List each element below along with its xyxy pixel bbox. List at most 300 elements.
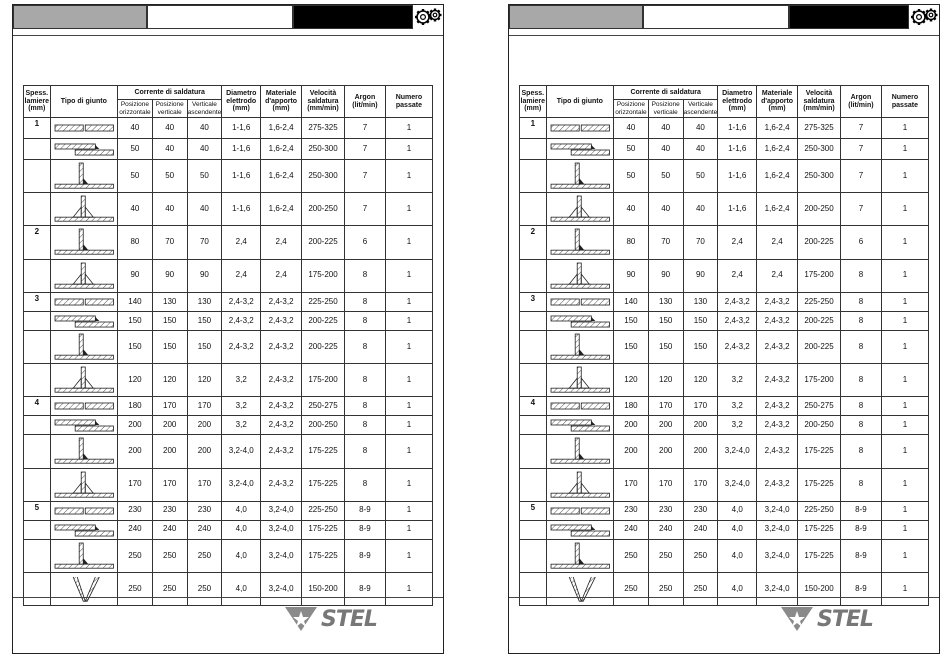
cell-tipo-giunto	[546, 292, 613, 311]
tab-grey[interactable]	[509, 5, 643, 29]
cell-materiale: 2,4-3,2	[757, 435, 798, 468]
cell-materiale: 2,4-3,2	[757, 292, 798, 311]
cell-tipo-giunto	[546, 193, 613, 226]
cell-argon: 8	[344, 330, 385, 363]
header-materiale: Materiale d'apporto (mm)	[757, 86, 798, 118]
welding-table-sheet	[23, 85, 433, 593]
cell-pos-verticale: 40	[648, 193, 683, 226]
tab-white[interactable]	[643, 5, 789, 29]
cell-verticale-ascendente: 250	[683, 539, 718, 572]
cell-numero-passate: 1	[385, 330, 432, 363]
cell-tipo-giunto	[546, 139, 613, 160]
cell-materiale: 2,4-3,2	[261, 468, 302, 501]
cell-diametro: 3,2	[718, 364, 757, 397]
cell-pos-orizzontale: 250	[118, 539, 153, 572]
cell-numero-passate: 1	[881, 292, 928, 311]
cell-verticale-ascendente: 150	[683, 311, 718, 330]
cell-argon: 7	[840, 118, 881, 139]
settings-gear-icon[interactable]	[414, 6, 442, 28]
cell-argon: 8	[840, 259, 881, 292]
joint-lap-icon	[547, 416, 613, 434]
cell-numero-passate: 1	[881, 118, 928, 139]
cell-velocita: 150-200	[798, 573, 841, 606]
cell-materiale: 3,2-4,0	[757, 501, 798, 520]
table-row	[24, 160, 433, 193]
cell-velocita: 175-225	[798, 468, 841, 501]
cell-numero-passate: 1	[881, 330, 928, 363]
cell-materiale: 2,4-3,2	[261, 397, 302, 416]
cell-tipo-giunto	[546, 573, 613, 606]
cell-materiale: 2,4-3,2	[261, 330, 302, 363]
cell-tipo-giunto	[50, 397, 117, 416]
cell-pos-orizzontale: 80	[614, 226, 649, 259]
cell-velocita: 200-250	[302, 193, 345, 226]
table-row	[520, 397, 929, 416]
cell-diametro: 3,2	[222, 364, 261, 397]
header-materiale: Materiale d'apporto (mm)	[261, 86, 302, 118]
cell-diametro: 1-1,6	[222, 193, 261, 226]
cell-spessore	[24, 416, 51, 435]
cell-spessore: 2	[520, 226, 547, 259]
cell-spessore	[24, 160, 51, 193]
cell-pos-verticale: 90	[152, 259, 187, 292]
cell-diametro: 1-1,6	[718, 160, 757, 193]
joint-butt-icon	[547, 293, 613, 311]
cell-argon: 7	[840, 160, 881, 193]
divider-bottom	[13, 597, 443, 598]
cell-velocita: 250-300	[302, 139, 345, 160]
joint-tee-corner-icon	[51, 331, 117, 363]
cell-tipo-giunto	[50, 259, 117, 292]
cell-materiale: 1,6-2,4	[757, 160, 798, 193]
cell-diametro: 4,0	[222, 573, 261, 606]
header-diametro: Diametro elettrodo (mm)	[718, 86, 757, 118]
cell-verticale-ascendente: 150	[187, 330, 222, 363]
cell-spessore	[520, 259, 547, 292]
cell-pos-orizzontale: 200	[614, 435, 649, 468]
stel-logo-text: STEL	[817, 607, 873, 632]
cell-pos-verticale: 40	[152, 193, 187, 226]
cell-velocita: 275-325	[302, 118, 345, 139]
cell-diametro: 2,4	[222, 226, 261, 259]
cell-argon: 8-9	[344, 539, 385, 572]
joint-tee-corner-icon	[547, 540, 613, 572]
cell-pos-verticale: 70	[152, 226, 187, 259]
cell-tipo-giunto	[50, 330, 117, 363]
header-tipo-giunto: Tipo di giunto	[546, 86, 613, 118]
cell-argon: 8	[840, 311, 881, 330]
cell-argon: 7	[840, 139, 881, 160]
cell-diametro: 1-1,6	[222, 118, 261, 139]
cell-spessore	[520, 160, 547, 193]
tab-black[interactable]	[293, 5, 413, 29]
cell-spessore	[520, 416, 547, 435]
cell-spessore	[520, 435, 547, 468]
cell-numero-passate: 1	[881, 539, 928, 572]
cell-diametro: 2,4	[718, 259, 757, 292]
welding-parameters-table	[519, 85, 929, 606]
cell-numero-passate: 1	[881, 435, 928, 468]
cell-velocita: 200-225	[302, 330, 345, 363]
cell-verticale-ascendente: 70	[187, 226, 222, 259]
cell-pos-verticale: 150	[648, 330, 683, 363]
cell-pos-orizzontale: 140	[614, 292, 649, 311]
cell-numero-passate: 1	[881, 573, 928, 606]
cell-tipo-giunto	[546, 160, 613, 193]
cell-tipo-giunto	[546, 539, 613, 572]
cell-pos-orizzontale: 140	[118, 292, 153, 311]
tab-grey[interactable]	[13, 5, 147, 29]
cell-pos-verticale: 230	[152, 501, 187, 520]
cell-tipo-giunto	[50, 501, 117, 520]
cell-pos-verticale: 200	[152, 435, 187, 468]
cell-spessore	[24, 259, 51, 292]
cell-tipo-giunto	[50, 139, 117, 160]
table-row	[24, 311, 433, 330]
table-row	[520, 468, 929, 501]
table-row	[24, 573, 433, 606]
cell-argon: 8	[344, 364, 385, 397]
cell-materiale: 3,2-4,0	[757, 520, 798, 539]
cell-numero-passate: 1	[385, 139, 432, 160]
cell-diametro: 4,0	[718, 573, 757, 606]
cell-tipo-giunto	[50, 468, 117, 501]
table-row	[24, 435, 433, 468]
cell-tipo-giunto	[546, 118, 613, 139]
cell-pos-verticale: 240	[648, 520, 683, 539]
cell-spessore	[520, 520, 547, 539]
cell-pos-verticale: 90	[648, 259, 683, 292]
cell-pos-verticale: 170	[152, 397, 187, 416]
cell-tipo-giunto	[546, 259, 613, 292]
cell-materiale: 2,4-3,2	[757, 416, 798, 435]
cell-argon: 8	[840, 292, 881, 311]
cell-velocita: 175-200	[798, 364, 841, 397]
header-numero-passate: Numero passate	[385, 86, 432, 118]
cell-verticale-ascendente: 70	[683, 226, 718, 259]
cell-argon: 7	[344, 139, 385, 160]
cell-verticale-ascendente: 200	[187, 416, 222, 435]
header-pos-verticale: Posizione verticale	[648, 100, 683, 118]
cell-argon: 8	[840, 435, 881, 468]
cell-tipo-giunto	[546, 416, 613, 435]
cell-numero-passate: 1	[385, 435, 432, 468]
cell-pos-verticale: 150	[152, 330, 187, 363]
cell-verticale-ascendente: 40	[683, 139, 718, 160]
cell-diametro: 2,4-3,2	[222, 311, 261, 330]
cell-tipo-giunto	[50, 573, 117, 606]
joint-lap-icon	[547, 312, 613, 330]
cell-pos-orizzontale: 200	[614, 416, 649, 435]
cell-pos-verticale: 50	[648, 160, 683, 193]
cell-tipo-giunto	[546, 435, 613, 468]
cell-diametro: 4,0	[718, 539, 757, 572]
cell-pos-verticale: 40	[648, 118, 683, 139]
header-argon: Argon (lit/min)	[344, 86, 385, 118]
cell-velocita: 200-225	[798, 311, 841, 330]
table-row	[520, 416, 929, 435]
cell-spessore: 2	[24, 226, 51, 259]
cell-argon: 8	[840, 330, 881, 363]
table-row	[24, 139, 433, 160]
joint-butt-icon	[51, 118, 117, 138]
cell-spessore	[520, 364, 547, 397]
cell-materiale: 3,2-4,0	[757, 539, 798, 572]
joint-butt-icon	[547, 502, 613, 520]
cell-verticale-ascendente: 200	[683, 435, 718, 468]
cell-velocita: 250-300	[798, 139, 841, 160]
cell-verticale-ascendente: 170	[187, 397, 222, 416]
table-row	[520, 118, 929, 139]
cell-tipo-giunto	[50, 160, 117, 193]
cell-spessore	[24, 539, 51, 572]
tab-bar	[13, 5, 443, 30]
cell-materiale: 3,2-4,0	[261, 573, 302, 606]
cell-verticale-ascendente: 150	[187, 311, 222, 330]
cell-numero-passate: 1	[385, 397, 432, 416]
cell-tipo-giunto	[50, 520, 117, 539]
cell-pos-orizzontale: 90	[118, 259, 153, 292]
cell-pos-orizzontale: 90	[614, 259, 649, 292]
table-row	[520, 573, 929, 606]
cell-verticale-ascendente: 250	[683, 573, 718, 606]
cell-argon: 8	[344, 416, 385, 435]
cell-diametro: 1-1,6	[718, 118, 757, 139]
manual-page-right	[508, 4, 940, 654]
cell-velocita: 275-325	[798, 118, 841, 139]
cell-materiale: 1,6-2,4	[261, 118, 302, 139]
joint-vee-icon	[51, 573, 117, 605]
cell-velocita: 200-225	[798, 330, 841, 363]
cell-argon: 6	[840, 226, 881, 259]
cell-argon: 8-9	[344, 573, 385, 606]
cell-verticale-ascendente: 120	[187, 364, 222, 397]
cell-materiale: 2,4	[261, 259, 302, 292]
cell-tipo-giunto	[546, 330, 613, 363]
cell-diametro: 3,2	[718, 416, 757, 435]
cell-argon: 8	[344, 435, 385, 468]
cell-verticale-ascendente: 250	[187, 539, 222, 572]
header-verticale-ascendente: Verticale ascendente	[187, 101, 222, 116]
joint-lap-icon	[51, 312, 117, 330]
table-row	[520, 226, 929, 259]
cell-pos-verticale: 250	[648, 573, 683, 606]
joint-butt-icon	[51, 293, 117, 311]
cell-diametro: 3,2	[222, 416, 261, 435]
cell-materiale: 2,4-3,2	[261, 364, 302, 397]
cell-pos-orizzontale: 40	[614, 118, 649, 139]
cell-argon: 8-9	[840, 573, 881, 606]
table-row	[520, 160, 929, 193]
cell-argon: 8-9	[344, 520, 385, 539]
cell-materiale: 3,2-4,0	[757, 573, 798, 606]
cell-pos-orizzontale: 120	[614, 364, 649, 397]
table-row	[24, 468, 433, 501]
cell-numero-passate: 1	[881, 416, 928, 435]
cell-tipo-giunto	[50, 364, 117, 397]
cell-tipo-giunto	[50, 118, 117, 139]
header-spessore: Spess. lamiere (mm)	[24, 86, 51, 118]
cell-velocita: 225-250	[798, 501, 841, 520]
cell-pos-orizzontale: 250	[118, 573, 153, 606]
cell-verticale-ascendente: 40	[683, 193, 718, 226]
cell-argon: 8-9	[840, 539, 881, 572]
divider-bottom	[509, 597, 939, 598]
cell-diametro: 2,4-3,2	[222, 292, 261, 311]
cell-argon: 7	[344, 160, 385, 193]
cell-argon: 8-9	[344, 501, 385, 520]
cell-pos-orizzontale: 40	[118, 193, 153, 226]
joint-butt-icon	[51, 502, 117, 520]
cell-argon: 6	[344, 226, 385, 259]
cell-pos-verticale: 40	[648, 139, 683, 160]
cell-numero-passate: 1	[881, 501, 928, 520]
divider-top	[509, 35, 939, 36]
cell-spessore	[24, 330, 51, 363]
tab-black[interactable]	[789, 5, 909, 29]
divider-top	[13, 35, 443, 36]
cell-pos-orizzontale: 50	[118, 160, 153, 193]
cell-diametro: 2,4	[718, 226, 757, 259]
cell-numero-passate: 1	[881, 468, 928, 501]
cell-diametro: 2,4-3,2	[222, 330, 261, 363]
cell-verticale-ascendente: 230	[187, 501, 222, 520]
cell-velocita: 200-225	[798, 226, 841, 259]
joint-tee-corner-icon	[51, 226, 117, 258]
cell-verticale-ascendente: 170	[187, 468, 222, 501]
cell-spessore: 3	[24, 292, 51, 311]
cell-spessore: 3	[520, 292, 547, 311]
cell-numero-passate: 1	[881, 397, 928, 416]
cell-tipo-giunto	[50, 435, 117, 468]
cell-velocita: 200-225	[302, 311, 345, 330]
cell-velocita: 175-200	[302, 259, 345, 292]
cell-spessore: 4	[24, 397, 51, 416]
cell-verticale-ascendente: 40	[187, 118, 222, 139]
cell-numero-passate: 1	[385, 311, 432, 330]
stel-logo	[779, 603, 889, 639]
cell-materiale: 2,4-3,2	[757, 397, 798, 416]
cell-diametro: 2,4-3,2	[718, 311, 757, 330]
cell-pos-verticale: 70	[648, 226, 683, 259]
cell-materiale: 1,6-2,4	[261, 193, 302, 226]
joint-vee-icon	[547, 573, 613, 605]
cell-verticale-ascendente: 90	[683, 259, 718, 292]
cell-spessore	[24, 468, 51, 501]
cell-velocita: 225-250	[302, 292, 345, 311]
cell-pos-orizzontale: 80	[118, 226, 153, 259]
cell-velocita: 175-225	[798, 539, 841, 572]
cell-numero-passate: 1	[385, 118, 432, 139]
table-row	[520, 139, 929, 160]
manual-page-left	[12, 4, 444, 654]
cell-diametro: 3,2	[718, 397, 757, 416]
header-corrente: Corrente di saldatura	[118, 86, 222, 100]
cell-argon: 7	[840, 193, 881, 226]
cell-pos-orizzontale: 250	[614, 573, 649, 606]
cell-numero-passate: 1	[385, 573, 432, 606]
cell-verticale-ascendente: 200	[187, 435, 222, 468]
cell-diametro: 1-1,6	[718, 139, 757, 160]
cell-velocita: 175-225	[302, 520, 345, 539]
cell-materiale: 2,4	[757, 226, 798, 259]
cell-tipo-giunto	[546, 364, 613, 397]
cell-materiale: 2,4-3,2	[757, 468, 798, 501]
cell-verticale-ascendente: 40	[187, 193, 222, 226]
joint-tee-corner-icon	[547, 331, 613, 363]
cell-tipo-giunto	[546, 468, 613, 501]
table-row	[520, 520, 929, 539]
cell-numero-passate: 1	[385, 364, 432, 397]
cell-argon: 8	[344, 311, 385, 330]
cell-materiale: 3,2-4,0	[261, 501, 302, 520]
cell-materiale: 3,2-4,0	[261, 520, 302, 539]
cell-pos-orizzontale: 40	[118, 118, 153, 139]
cell-velocita: 200-225	[302, 226, 345, 259]
cell-verticale-ascendente: 240	[187, 520, 222, 539]
cell-numero-passate: 1	[385, 520, 432, 539]
joint-tee-icon	[51, 364, 117, 396]
cell-spessore	[24, 311, 51, 330]
cell-verticale-ascendente: 40	[683, 118, 718, 139]
cell-spessore	[520, 330, 547, 363]
cell-numero-passate: 1	[385, 259, 432, 292]
cell-materiale: 1,6-2,4	[757, 139, 798, 160]
cell-tipo-giunto	[50, 311, 117, 330]
table-row	[520, 193, 929, 226]
stel-logo-text: STEL	[321, 607, 377, 632]
stel-star-logo-icon	[283, 603, 319, 633]
cell-materiale: 1,6-2,4	[757, 118, 798, 139]
cell-spessore	[520, 573, 547, 606]
table-row	[520, 364, 929, 397]
cell-materiale: 2,4-3,2	[757, 330, 798, 363]
cell-verticale-ascendente: 250	[187, 573, 222, 606]
cell-materiale: 2,4	[757, 259, 798, 292]
cell-diametro: 4,0	[222, 539, 261, 572]
joint-lap-icon	[547, 521, 613, 539]
cell-pos-orizzontale: 230	[614, 501, 649, 520]
cell-velocita: 175-200	[798, 259, 841, 292]
cell-argon: 8	[344, 397, 385, 416]
cell-pos-orizzontale: 230	[118, 501, 153, 520]
cell-tipo-giunto	[546, 226, 613, 259]
header-spessore: Spess. lamiere (mm)	[520, 86, 547, 118]
cell-diametro: 1-1,6	[222, 139, 261, 160]
header-verticale-ascendente: Verticale ascendente	[683, 101, 718, 116]
cell-spessore	[24, 193, 51, 226]
header-pos-orizzontale: Posizione orizzontale	[119, 101, 151, 116]
cell-pos-orizzontale: 150	[614, 330, 649, 363]
cell-verticale-ascendente: 200	[683, 416, 718, 435]
table-row	[520, 435, 929, 468]
settings-gear-icon[interactable]	[910, 6, 938, 28]
cell-velocita: 200-250	[302, 416, 345, 435]
cell-spessore	[24, 573, 51, 606]
header-velocita: Velocità saldatura (mm/min)	[798, 86, 841, 118]
tab-white[interactable]	[147, 5, 293, 29]
cell-pos-orizzontale: 250	[614, 539, 649, 572]
cell-velocita: 200-250	[798, 416, 841, 435]
cell-spessore	[520, 468, 547, 501]
cell-verticale-ascendente: 150	[683, 330, 718, 363]
table-row	[24, 118, 433, 139]
joint-lap-icon	[547, 139, 613, 159]
cell-verticale-ascendente: 170	[683, 468, 718, 501]
joint-butt-icon	[51, 397, 117, 415]
cell-diametro: 4,0	[222, 501, 261, 520]
cell-velocita: 150-200	[302, 573, 345, 606]
